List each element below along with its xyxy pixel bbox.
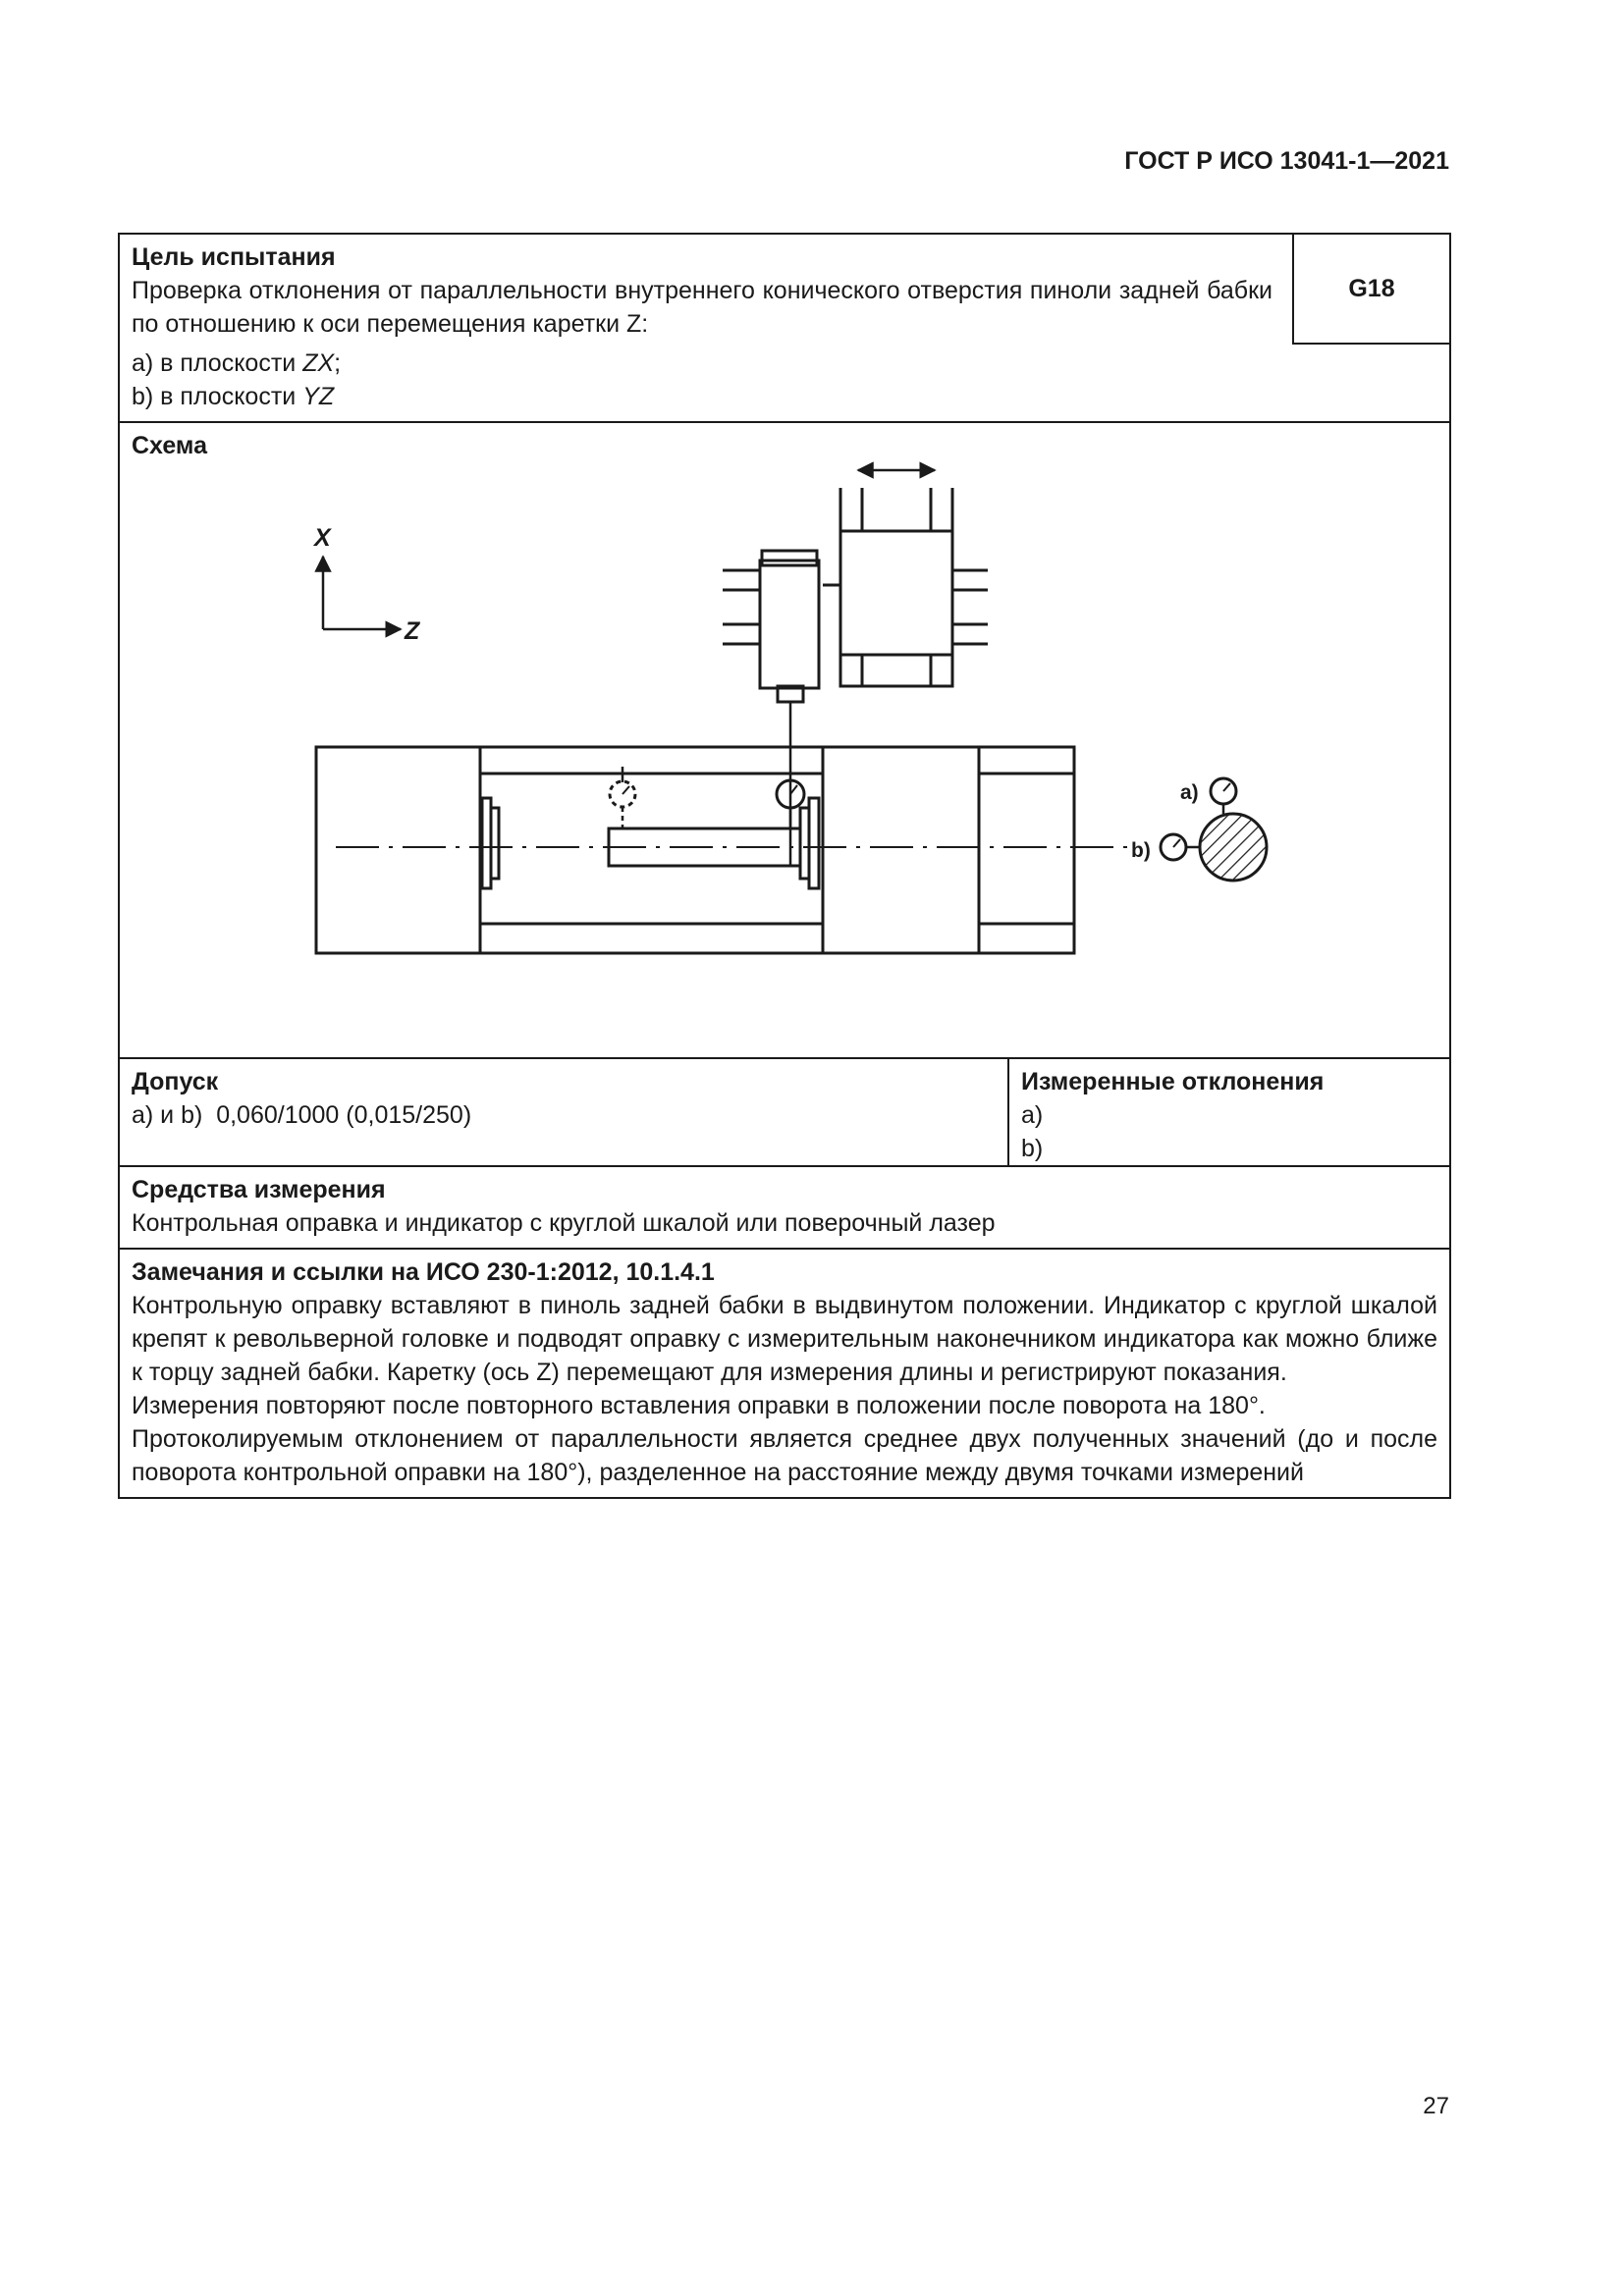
tolerance-section <box>120 1057 1449 1165</box>
measured-item-b: b) <box>1021 1135 1044 1162</box>
test-sheet-table <box>118 233 1451 1499</box>
instruments-text: Контрольная оправка и индикатор с круглой шкалой или поверочный лазер <box>132 1209 996 1237</box>
notes-section <box>120 1248 1449 1497</box>
tolerance-heading: Допуск <box>132 1068 219 1095</box>
cross-section-detail <box>1131 778 1267 881</box>
measured-cell <box>1009 1059 1449 1165</box>
notes-heading: Замечания и ссылки на ИСО 230-1:2012, 10.1.4.1 <box>132 1258 715 1286</box>
axis-z-label: Z <box>405 617 420 645</box>
tolerance-cell <box>120 1059 1009 1165</box>
standard-code: ГОСТ Р ИСО 13041-1—2021 <box>1124 147 1449 175</box>
test-code: G18 <box>1292 235 1449 345</box>
purpose-item-a: а) в плоскости ZX; <box>132 349 342 377</box>
scheme-diagram <box>120 423 1449 1057</box>
axis-system <box>312 524 421 645</box>
purpose-section <box>120 235 1449 421</box>
purpose-item-b: b) в плоскости YZ <box>132 383 335 410</box>
notes-paragraph-2: Измерения повторяют после повторного вставления оправки в положении после поворота на 180°. <box>132 1392 1266 1419</box>
instruments-section <box>120 1165 1449 1248</box>
measured-heading: Измеренные отклонения <box>1021 1068 1325 1095</box>
notes-paragraph-1: Контрольную оправку вставляют в пиноль задней бабки в выдвинутом положении. Индикатор с круглой шкалой крепят к револьверной головке и подводят оправку с измерительным наконечником индикатора как можно ближе к торцу задней бабки. Каретку (ось Z) перемещают для измерения длины и регистрируют показания. <box>132 1292 1437 1386</box>
dial-indicator-icon <box>610 767 635 828</box>
instruments-heading: Средства измерения <box>132 1176 386 1203</box>
label-b: b) <box>1131 839 1151 862</box>
machine-bed <box>316 747 1131 953</box>
scheme-section <box>120 421 1449 1057</box>
page-number: 27 <box>1423 2093 1449 2119</box>
measured-item-a: а) <box>1021 1101 1044 1129</box>
purpose-text: Проверка отклонения от параллельности внутреннего конического отверстия пиноли задней бабки по отношению к оси перемещения каретки Z: <box>132 277 1272 338</box>
carriage-turret <box>723 470 988 867</box>
tolerance-value: а) и b) 0,060/1000 (0,015/250) <box>132 1101 472 1129</box>
purpose-heading: Цель испытания <box>132 243 336 271</box>
label-a: a) <box>1180 781 1199 804</box>
notes-paragraph-3: Протоколируемым отклонением от параллельности является среднее двух полученных значений (до и после поворота контрольной оправки на 180°), разделенное на расстояние между двумя точками измерений <box>132 1425 1437 1486</box>
scheme-heading: Схема <box>132 432 207 459</box>
axis-x-label: X <box>314 524 331 552</box>
purpose-body <box>120 235 1449 421</box>
